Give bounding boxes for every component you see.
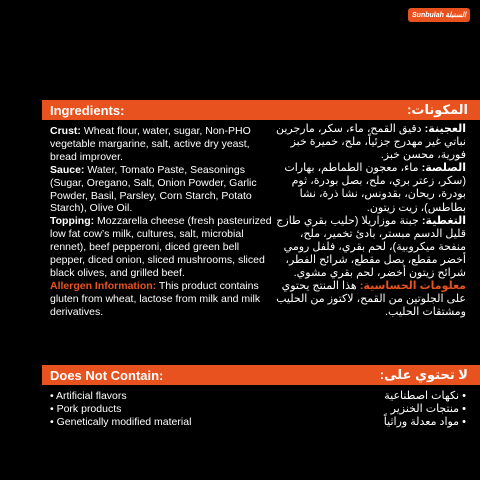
does-not-contain-header-bar bbox=[42, 365, 480, 385]
ar-sauce-label: الصلصة: bbox=[421, 162, 466, 175]
sauce-text: Water, Tomato Paste, Seasonings (Sugar, Oregano, Salt, Onion Powder, Garlic Powder, Basil, Parsley, Corn Starch, Potato Starch), Olive Oil. bbox=[50, 163, 257, 215]
list-item: • Pork products bbox=[50, 403, 191, 416]
does-not-contain-list-en bbox=[50, 390, 191, 428]
ar-topping-text: جبنة موزاريلا (حليب بقري طازج قليل الدسم مبستر، بادئ تخمير، ملح، منفحة ميكروبية)، لحم بقري، فلفل رومي أخضر مقطع، بصل مقطع، شرائح الفطر، شرائح زيتون أخضر، لحم بقري مشوي. bbox=[276, 214, 466, 280]
sauce-paragraph bbox=[50, 164, 272, 216]
ingredients-header-en: Ingredients: bbox=[50, 102, 125, 118]
list-item: • منتجات الخنزير bbox=[384, 403, 466, 416]
crust-paragraph bbox=[50, 125, 272, 164]
ar-crust-text: دقيق القمح، ماء، سكر، مارجرين نباتي غير مهدرج جزئياً، ملح، خميرة خبز فورية، محسن خبز. bbox=[275, 123, 466, 162]
allergen-text: This product contains gluten from wheat, lactose from milk and milk derivatives. bbox=[50, 279, 261, 318]
topping-paragraph bbox=[50, 215, 272, 280]
ar-allergen-text: هذا المنتج يحتوي على الجلوتين من القمح، لاكتوز من الحليب ومشتقات الحليب. bbox=[276, 280, 466, 319]
ar-allergen-paragraph bbox=[274, 280, 466, 319]
ar-crust-label: العجينة: bbox=[424, 123, 466, 135]
ar-topping-label: التغطية: bbox=[421, 214, 466, 227]
ingredients-header-bar bbox=[42, 100, 480, 120]
allergen-paragraph bbox=[50, 280, 272, 319]
ingredients-arabic bbox=[274, 123, 466, 319]
list-item: • Artificial flavors bbox=[50, 390, 191, 403]
sauce-label: Sauce: bbox=[50, 163, 85, 176]
list-item: • نكهات اصطناعية bbox=[384, 390, 466, 403]
ar-crust-paragraph bbox=[274, 123, 466, 162]
ar-allergen-label: معلومات الحساسية: bbox=[359, 280, 466, 293]
ar-sauce-text: ماء، معجون الطماطم، بهارات (سكر، زعتر بري، ملح، بصل بودرة، ثوم بودرة، ريحان، بقدونس، نشا ذرة، نشا بطاطس)، زيت زيتون. bbox=[284, 162, 466, 214]
logo-text-ar: السنبلة bbox=[445, 12, 466, 19]
logo-text-en: Sunbulah bbox=[412, 11, 444, 19]
ingredients-header-ar: المكونات: bbox=[407, 102, 468, 117]
sunbulah-logo bbox=[408, 8, 470, 22]
allergen-label: Allergen Information: bbox=[50, 279, 157, 292]
list-item: • مواد معدلة وراثياً bbox=[384, 416, 466, 429]
ar-sauce-paragraph bbox=[274, 162, 466, 214]
list-item: • Genetically modified material bbox=[50, 416, 191, 429]
topping-label: Topping: bbox=[50, 215, 95, 228]
ingredients-english bbox=[50, 125, 272, 319]
does-not-contain-header-ar: لا تحتوي على: bbox=[379, 367, 468, 382]
ar-topping-paragraph bbox=[274, 215, 466, 280]
crust-text: Wheat flour, water, sugar, Non-PHO vegetable margarine, salt, active dry yeast, bread improver. bbox=[50, 125, 251, 163]
does-not-contain-list-ar bbox=[384, 390, 466, 429]
crust-label: Crust: bbox=[50, 125, 81, 137]
does-not-contain-header-en: Does Not Contain: bbox=[50, 367, 164, 383]
topping-text: Mozzarella cheese (fresh pasteurized low fat cow’s milk, cultures, salt, microbial rennet), beef pepperoni, diced green bell pepper, diced onion, sliced mushrooms, sliced black olives, and grilled beef. bbox=[50, 215, 272, 279]
